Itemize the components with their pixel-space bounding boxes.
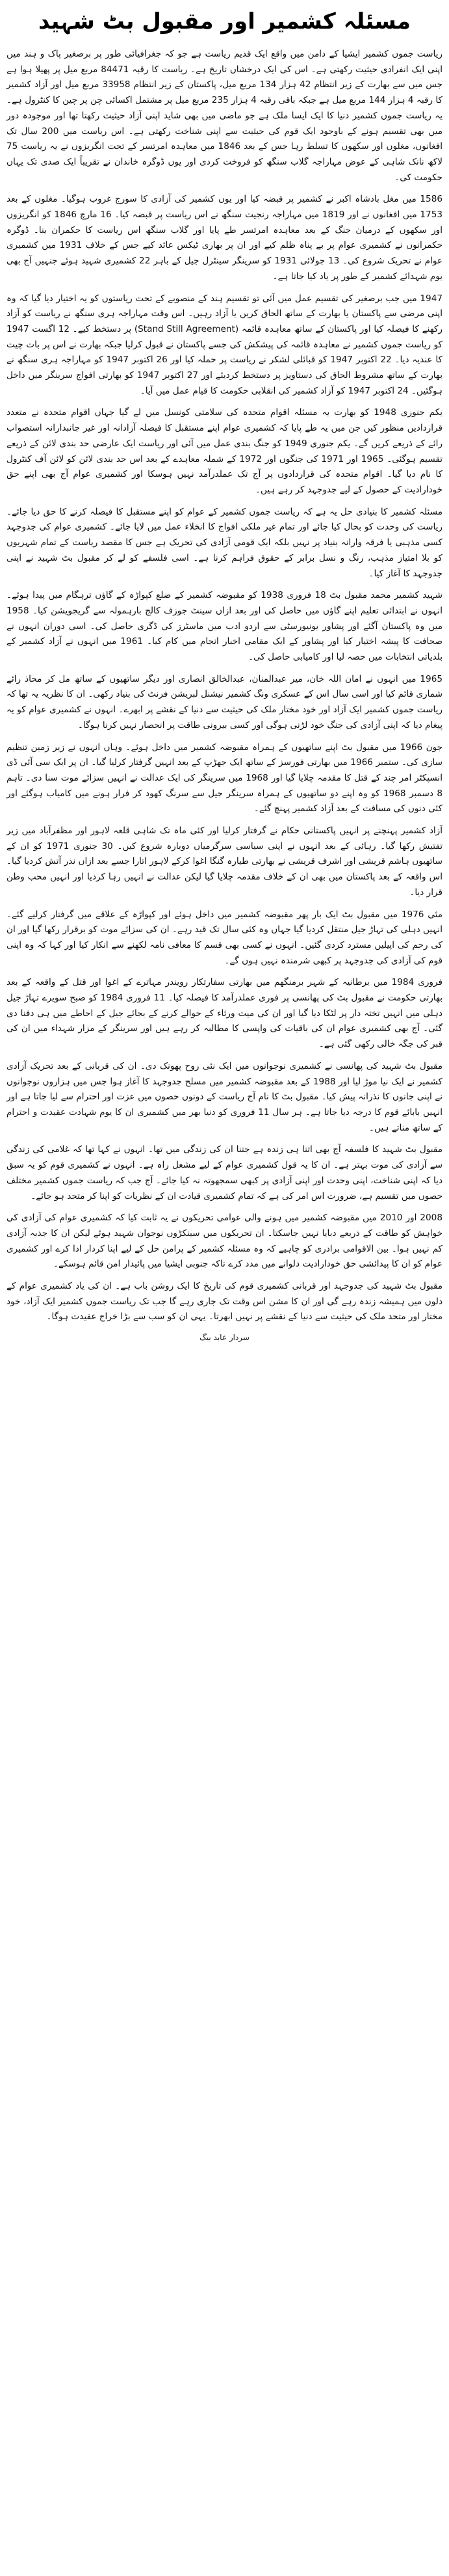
article-title: مسئلہ کشمیر اور مقبول بٹ شہید <box>38 8 411 34</box>
article-body <box>6 47 443 1325</box>
article-paragraph: 2008 اور 2010 میں مقبوضہ کشمیر میں ہونے والی عوامی تحریکوں نے یہ ثابت کیا کہ کشمیری عوام کی آزادی کی خواہش کو طاقت کے ذریعے دبایا نہیں جاسکتا۔ ان تحریکوں میں سینکڑوں نوجوان شہید ہوئے لیکن ان کا جذبہ آزادی کم نہیں ہوا۔ بین الاقوامی برادری کو چاہیے کہ وہ مسئلہ کشمیر کے پرامن حل کے لیے اپنا کردار ادا کرے اور کشمیری عوام کو ان کا پیدائشی حق خودارادیت دلوانے میں مدد کرے تاکہ جنوبی ایشیا میں پائیدار امن قائم ہوسکے۔ <box>6 1213 443 1270</box>
article-paragraph: 1965 میں انہوں نے امان اللہ خان، میر عبدالمنان، عبدالخالق انصاری اور دیگر ساتھیوں کے ساتھ مل کر محاذ رائے شماری قائم کیا اور اسی سال اس کے عسکری ونگ کشمیر نیشنل لبریشن فرنٹ کی بنیاد رکھی۔ ان کا نظریہ یہ تھا کہ ریاست جموں کشمیر ایک آزاد اور خود مختار ملک کی حیثیت سے دنیا کے نقشے پر ابھرے۔ انہوں نے کشمیری عوام کو یہ پیغام دیا کہ اپنی آزادی کی جنگ خود لڑنی ہوگی اور کسی بیرونی طاقت پر انحصار نہیں کرنا ہوگا۔ <box>6 673 443 731</box>
article-paragraph: 1947 میں جب برصغیر کی تقسیم عمل میں آئی تو تقسیم ہند کے منصوبے کے تحت ریاستوں کو یہ اختیار دیا گیا کہ وہ اپنی مرضی سے پاکستان یا بھارت کے ساتھ الحاق کریں یا آزاد رہیں۔ اس وقت مہاراجہ ہری سنگھ نے ریاست کو آزاد رکھنے کا فیصلہ کیا اور پاکستان کے ساتھ معاہدہ قائمہ (Stand Still Agreement) پر دستخط کیے۔ 12 اگست 1947 کو ریاست جموں کشمیر نے معاہدہ قائمہ کی پیشکش کی جسے پاکستان نے قبول کرلیا جبکہ بھارت نے اس پر بات چیت کا عندیہ دیا۔ 22 اکتوبر 1947 کو قبائلی لشکر نے ریاست پر حملہ کیا اور 26 اکتوبر 1947 کو مہاراجہ ہری سنگھ نے بھارت کے ساتھ مشروط الحاق کی دستاویز پر دستخط کردیئے اور 27 اکتوبر 1947 کو بھارتی افواج سرینگر میں داخل ہوگئیں۔ 24 اکتوبر 1947 کو آزاد کشمیر کی انقلابی حکومت کا قیام عمل میں آیا۔ <box>6 293 443 396</box>
article-paragraph: مقبول بٹ شہید کا فلسفہ آج بھی اتنا ہی زندہ ہے جتنا ان کی زندگی میں تھا۔ انہوں نے کہا تھا کہ غلامی کی زندگی سے آزادی کی موت بہتر ہے۔ ان کا یہ قول کشمیری عوام کے لیے مشعل راہ ہے۔ انہوں نے کشمیری قوم کو یہ سبق دیا کہ اپنی شناخت، اپنی وحدت اور اپنی آزادی پر کبھی سمجھوتہ نہ کیا جائے۔ آج جب کہ ریاست جموں کشمیر مختلف حصوں میں تقسیم ہے، ضرورت اس امر کی ہے کہ تمام کشمیری قیادت ان کے نظریات کو اپنا کر متحد ہو جائے۔ <box>6 1144 443 1201</box>
article-paragraph: جون 1966 میں مقبول بٹ اپنے ساتھیوں کے ہمراہ مقبوضہ کشمیر میں داخل ہوئے۔ وہاں انہوں نے زیر زمین تنظیم سازی کی۔ ستمبر 1966 میں بھارتی فورسز کے ساتھ ایک جھڑپ کے بعد انہیں گرفتار کرلیا گیا۔ ان پر ایک سی آئی ڈی انسپکٹر امر چند کے قتل کا مقدمہ چلایا گیا اور 1968 میں سرینگر کی ایک عدالت نے انہیں سزائے موت سنا دی۔ تاہم 8 دسمبر 1968 کو وہ اپنے دو ساتھیوں کے ہمراہ سرینگر جیل سے سرنگ کھود کر فرار ہونے میں کامیاب ہوگئے اور کئی دنوں کی مسافت کے بعد آزاد کشمیر پہنچ گئے۔ <box>6 742 443 814</box>
article-signature: سردار عابد بیگ <box>199 1333 250 1343</box>
article-paragraph: 1586 میں مغل بادشاہ اکبر نے کشمیر پر قبضہ کیا اور یوں کشمیر کی آزادی کا سورج غروب ہوگیا۔ مغلوں کے بعد 1753 میں افغانوں نے اور 1819 میں مہاراجہ رنجیت سنگھ نے اس ریاست پر قبضہ کیا۔ 16 مارچ 1846 کو انگریزوں اور سکھوں کے درمیان جنگ کے بعد معاہدہ امرتسر طے پایا اور گلاب سنگھ اس ریاست کا حکمران بنا۔ ڈوگرہ حکمرانوں نے کشمیری عوام پر بے پناہ ظلم کیے اور ان پر بھاری ٹیکس عائد کیے جس کے خلاف 1931 میں کشمیری عوام نے تحریک شروع کی۔ 13 جولائی 1931 کو سرینگر سینٹرل جیل کے باہر 22 کشمیری شہید ہوئے جنہیں آج بھی یوم شہدائے کشمیر کے طور پر یاد کیا جاتا ہے۔ <box>6 194 443 282</box>
article-paragraph: مقبول بٹ شہید کی پھانسی نے کشمیری نوجوانوں میں ایک نئی روح پھونک دی۔ ان کی قربانی کے بعد تحریک آزادی کشمیر نے ایک نیا موڑ لیا اور 1988 کے بعد مقبوضہ کشمیر میں مسلح جدوجہد کا آغاز ہوا جس میں ہزاروں نوجوانوں نے اپنی جانوں کا نذرانہ پیش کیا۔ مقبول بٹ کا نام آج ریاست کے دونوں حصوں میں عزت اور احترام سے لیا جاتا ہے اور انہیں بابائے قوم کا درجہ دیا جاتا ہے۔ ہر سال 11 فروری کو دنیا بھر میں کشمیری ان کا یوم شہادت عقیدت و احترام کے ساتھ مناتے ہیں۔ <box>6 1060 443 1133</box>
article-paragraph: مئی 1976 میں مقبول بٹ ایک بار پھر مقبوضہ کشمیر میں داخل ہوئے اور کپواڑہ کے علاقے میں گرفتار کرلیے گئے۔ انہیں دہلی کی تہاڑ جیل منتقل کردیا گیا جہاں وہ کئی سال تک قید رہے۔ ان کی سزائے موت کو برقرار رکھا گیا اور ان کی رحم کی اپیلیں مسترد کردی گئیں۔ انہوں نے کسی بھی قسم کا معافی نامہ لکھنے سے انکار کیا اور کہا کہ وہ اپنی قوم کی آزادی کی جدوجہد پر کبھی شرمندہ نہیں ہوں گے۔ <box>6 909 443 966</box>
article-paragraph: یکم جنوری 1948 کو بھارت یہ مسئلہ اقوام متحدہ کی سلامتی کونسل میں لے گیا جہاں اقوام متحدہ نے متعدد قراردادیں منظور کیں جن میں یہ طے پایا کہ کشمیری عوام اپنے مستقبل کا فیصلہ آزادانہ اور غیر جانبدارانہ استصواب رائے کے ذریعے کریں گے۔ یکم جنوری 1949 کو جنگ بندی عمل میں آئی اور ریاست ایک عارضی حد بندی لائن کے ذریعے تقسیم ہوگئی۔ 1965 اور 1971 کی جنگوں اور 1972 کے شملہ معاہدے کے بعد اس حد بندی لائن کو لائن آف کنٹرول کا نام دیا گیا۔ اقوام متحدہ کی قراردادوں پر آج تک عملدرآمد نہیں ہوسکا اور کشمیری عوام آج بھی اپنے حق خودارادیت کے حصول کے لیے جدوجہد کر رہے ہیں۔ <box>6 407 443 495</box>
article-paragraph: مقبول بٹ شہید کی جدوجہد اور قربانی کشمیری قوم کی تاریخ کا ایک روشن باب ہے۔ ان کی یاد کشمیری عوام کے دلوں میں ہمیشہ زندہ رہے گی اور ان کا مشن اس وقت تک جاری رہے گا جب تک ریاست جموں کشمیر ایک آزاد، خود مختار اور متحد ملک کی حیثیت سے دنیا کے نقشے پر نہیں ابھرتا۔ یہی ان کو سب سے بڑا خراج عقیدت ہوگا۔ <box>6 1281 443 1322</box>
article-paragraph: شہید کشمیر محمد مقبول بٹ 18 فروری 1938 کو مقبوضہ کشمیر کے ضلع کپواڑہ کے گاؤں ترہگام میں پیدا ہوئے۔ انہوں نے ابتدائی تعلیم اپنے گاؤں میں حاصل کی اور بعد ازاں سینٹ جوزف کالج بارہمولہ سے گریجویشن کیا۔ 1958 میں وہ پاکستان آگئے اور پشاور یونیورسٹی سے اردو ادب میں ماسٹرز کی ڈگری حاصل کی۔ اسی دوران انہوں نے صحافت کا پیشہ اختیار کیا اور پشاور کے ایک مقامی اخبار انجام میں کام کیا۔ 1961 میں انہوں نے آزاد کشمیر کے بلدیاتی انتخابات میں حصہ لیا اور کامیابی حاصل کی۔ <box>6 590 443 663</box>
article-paragraph: فروری 1984 میں برطانیہ کے شہر برمنگھم میں بھارتی سفارتکار رویندر مہاترے کے اغوا اور قتل کے واقعہ کے بعد بھارتی حکومت نے مقبول بٹ کی پھانسی پر فوری عملدرآمد کا فیصلہ کیا۔ 11 فروری 1984 کو صبح سویرے تہاڑ جیل دہلی میں انہیں تختہ دار پر لٹکا دیا گیا اور ان کی میت ورثاء کے حوالے کرنے کے بجائے جیل کے احاطے میں ہی دفنا دی گئی۔ آج بھی کشمیری عوام ان کی باقیات کی واپسی کا مطالبہ کر رہے ہیں اور سرینگر کے مزار شہداء میں ان کی قبر کی جگہ خالی رکھی گئی ہے۔ <box>6 977 443 1050</box>
article-paragraph: ریاست جموں کشمیر ایشیا کے دامن میں واقع ایک قدیم ریاست ہے جو کہ جغرافیائی طور پر برصغیر پاک و ہند میں اپنی ایک انفرادی حیثیت رکھتی ہے۔ اس کی ایک درخشاں تاریخ ہے۔ ریاست کا رقبہ 84471 مربع میل پر پھیلا ہوا ہے جس میں سے بھارت کے زیر انتظام 42 ہزار 134 مربع میل، پاکستان کے زیر انتظام 33958 مربع میل اور آزاد کشمیر کا رقبہ 4 ہزار 144 مربع میل ہے جبکہ باقی رقبہ 4 ہزار 235 مربع میل پر مشتمل اکسائی چن پر چین کا کنٹرول ہے۔ یہ ریاست جموں کشمیر دنیا کا ایک ایسا ملک ہے جو ماضی میں بھی شاید اپنی آزاد حیثیت رکھتا تھا اور موجودہ دور میں بھی تقسیم ہونے کے باوجود ایک قوم کی حیثیت سے اپنی شناخت رکھتی ہے۔ اس ریاست میں 200 سال تک افغانوں، مغلوں اور سکھوں کا تسلط رہا جس کے بعد 1846 میں معاہدہ امرتسر کے تحت انگریزوں نے یہ ریاست 75 لاکھ نانک شاہی کے عوض مہاراجہ گلاب سنگھ کو فروخت کردی اور یوں ڈوگرہ خاندان نے تقریباً ایک صدی تک یہاں حکومت کی۔ <box>6 49 443 183</box>
article-paragraph: آزاد کشمیر پہنچنے پر انہیں پاکستانی حکام نے گرفتار کرلیا اور کئی ماہ تک شاہی قلعہ لاہور اور مظفرآباد میں زیر تفتیش رکھا گیا۔ رہائی کے بعد انہوں نے اپنی سیاسی سرگرمیاں دوبارہ شروع کیں۔ 30 جنوری 1971 کو ان کے ساتھیوں ہاشم قریشی اور اشرف قریشی نے بھارتی طیارہ گنگا اغوا کرکے لاہور اتارا جسے بعد ازاں نذر آتش کردیا گیا۔ اس واقعہ کے بعد پاکستان میں بھی ان کے خلاف مقدمہ چلایا گیا لیکن عدالت نے انہیں رہا کردیا اور انہیں محب وطن قرار دیا۔ <box>6 825 443 898</box>
article-paragraph: مسئلہ کشمیر کا بنیادی حل یہ ہے کہ ریاست جموں کشمیر کے عوام کو اپنے مستقبل کا فیصلہ کرنے کا حق دیا جائے۔ ریاست کی وحدت کو بحال کیا جائے اور تمام غیر ملکی افواج کا انخلاء عمل میں لایا جائے۔ کشمیری عوام کی جدوجہد کسی مذہبی یا فرقہ وارانہ بنیاد پر نہیں بلکہ ایک قومی آزادی کی تحریک ہے جس کا مقصد ریاست کے تمام شہریوں کو بلا امتیاز مذہب، رنگ و نسل برابر کے حقوق فراہم کرنا ہے۔ اسی فلسفے کو لے کر مقبول بٹ شہید نے اپنی جدوجہد کا آغاز کیا۔ <box>6 506 443 579</box>
